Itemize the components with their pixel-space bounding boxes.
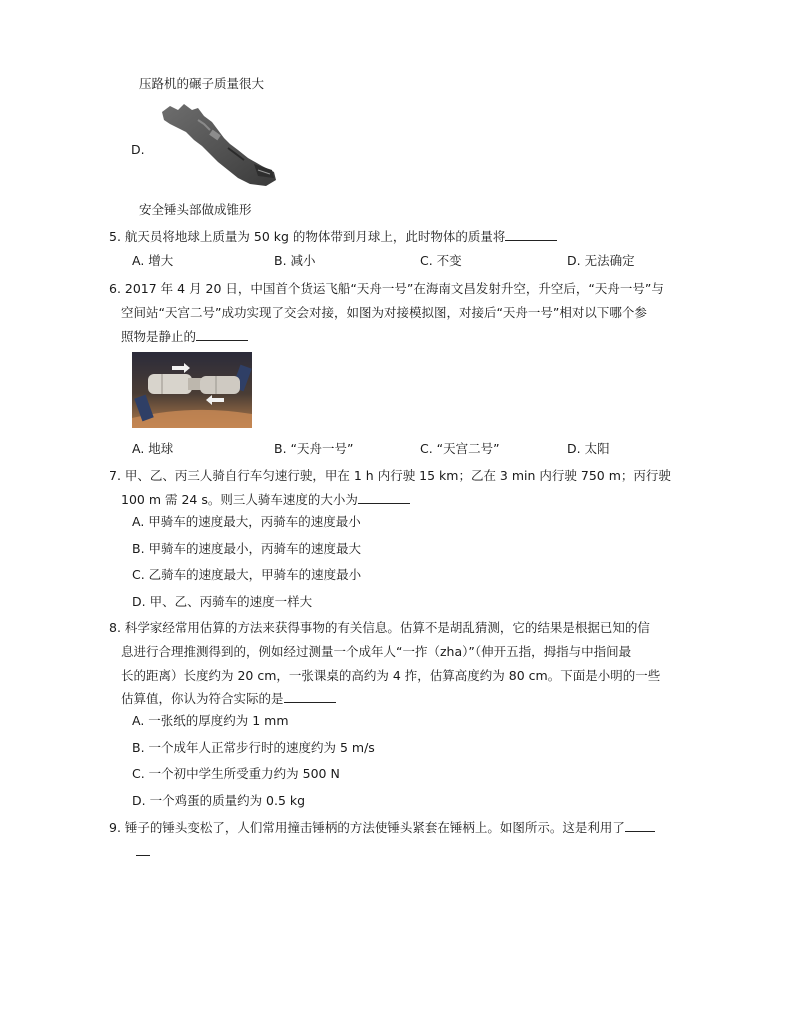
answer-blank[interactable]: [625, 819, 655, 832]
q5-option-c[interactable]: C. 不变: [420, 253, 462, 268]
question-8-line3: 长的距离）长度约为 20 cm，一张课桌的高约为 4 拃，估算高度约为 80 cm。下面是小明的一些: [121, 668, 661, 683]
option-c-caption: 压路机的碾子质量很大: [139, 76, 265, 91]
q7-option-a[interactable]: A. 甲骑车的速度最大，丙骑车的速度最小: [132, 514, 361, 529]
safety-hammer-image: [158, 100, 280, 192]
q8-option-a[interactable]: A. 一张纸的厚度约为 1 mm: [132, 713, 289, 728]
question-7-line2: 100 m 需 24 s。则三人骑车速度的大小为: [121, 491, 410, 509]
answer-blank[interactable]: [505, 228, 557, 241]
q7-option-d[interactable]: D. 甲、乙、丙骑车的速度一样大: [132, 594, 313, 609]
q8-option-b[interactable]: B. 一个成年人正常步行时的速度约为 5 m/s: [132, 740, 375, 755]
answer-blank[interactable]: [196, 328, 248, 341]
question-8-line1: 8. 科学家经常用估算的方法来获得事物的有关信息。估算不是胡乱猜测，它的结果是根据已知的信: [109, 620, 650, 635]
question-7-line1: 7. 甲、乙、丙三人骑自行车匀速行驶，甲在 1 h 内行驶 15 km；乙在 3 min 内行驶 750 m；丙行驶: [109, 468, 671, 483]
question-8-line4: 估算值，你认为符合实际的是: [121, 690, 336, 708]
question-6-line2: 空间站“天宫二号”成功实现了交会对接，如图为对接模拟图，对接后“天舟一号”相对以下哪个参: [121, 305, 647, 320]
q8-option-d[interactable]: D. 一个鸡蛋的质量约为 0.5 kg: [132, 793, 306, 808]
q8-option-c[interactable]: C. 一个初中学生所受重力约为 500 N: [132, 766, 340, 781]
question-9-line1: 9. 锤子的锤头变松了，人们常用撞击锤柄的方法使锤头紧套在锤柄上。如图所示。这是利用了: [109, 819, 655, 837]
answer-blank[interactable]: [358, 491, 410, 504]
option-d-caption: 安全锤头部做成锥形: [139, 202, 252, 217]
safety-hammer-icon: [158, 100, 280, 192]
answer-blank[interactable]: [284, 690, 336, 703]
docking-simulation-image: [132, 352, 252, 428]
q5-option-a[interactable]: A. 增大: [132, 253, 174, 268]
spacecraft-docking-icon: [132, 352, 252, 428]
q6-option-a[interactable]: A. 地球: [132, 441, 174, 456]
q5-option-d[interactable]: D. 无法确定: [567, 253, 635, 268]
q7-option-b[interactable]: B. 甲骑车的速度最小，丙骑车的速度最大: [132, 541, 362, 556]
question-6-line1: 6. 2017 年 4 月 20 日，中国首个货运飞船“天舟一号”在海南文昌发射升空，升空后，“天舟一号”与: [109, 281, 664, 296]
q6-option-d[interactable]: D. 太阳: [567, 441, 610, 456]
question-5-stem: 5. 航天员将地球上质量为 50 kg 的物体带到月球上，此时物体的质量将: [109, 228, 557, 246]
question-9-blank-continued: [136, 843, 150, 861]
q7-option-c[interactable]: C. 乙骑车的速度最大，甲骑车的速度最小: [132, 567, 362, 582]
q5-option-b[interactable]: B. 减小: [274, 253, 316, 268]
q6-option-b[interactable]: B. “天舟一号”: [274, 441, 354, 456]
q6-option-c[interactable]: C. “天宫二号”: [420, 441, 500, 456]
question-8-line2: 息进行合理推测得到的，例如经过测量一个成年人“一拃（zha）”（伸开五指，拇指与中指间最: [121, 644, 632, 659]
question-6-line3: 照物是静止的: [121, 328, 248, 346]
answer-blank-continued[interactable]: [136, 843, 150, 856]
option-d-label: D.: [131, 142, 145, 157]
